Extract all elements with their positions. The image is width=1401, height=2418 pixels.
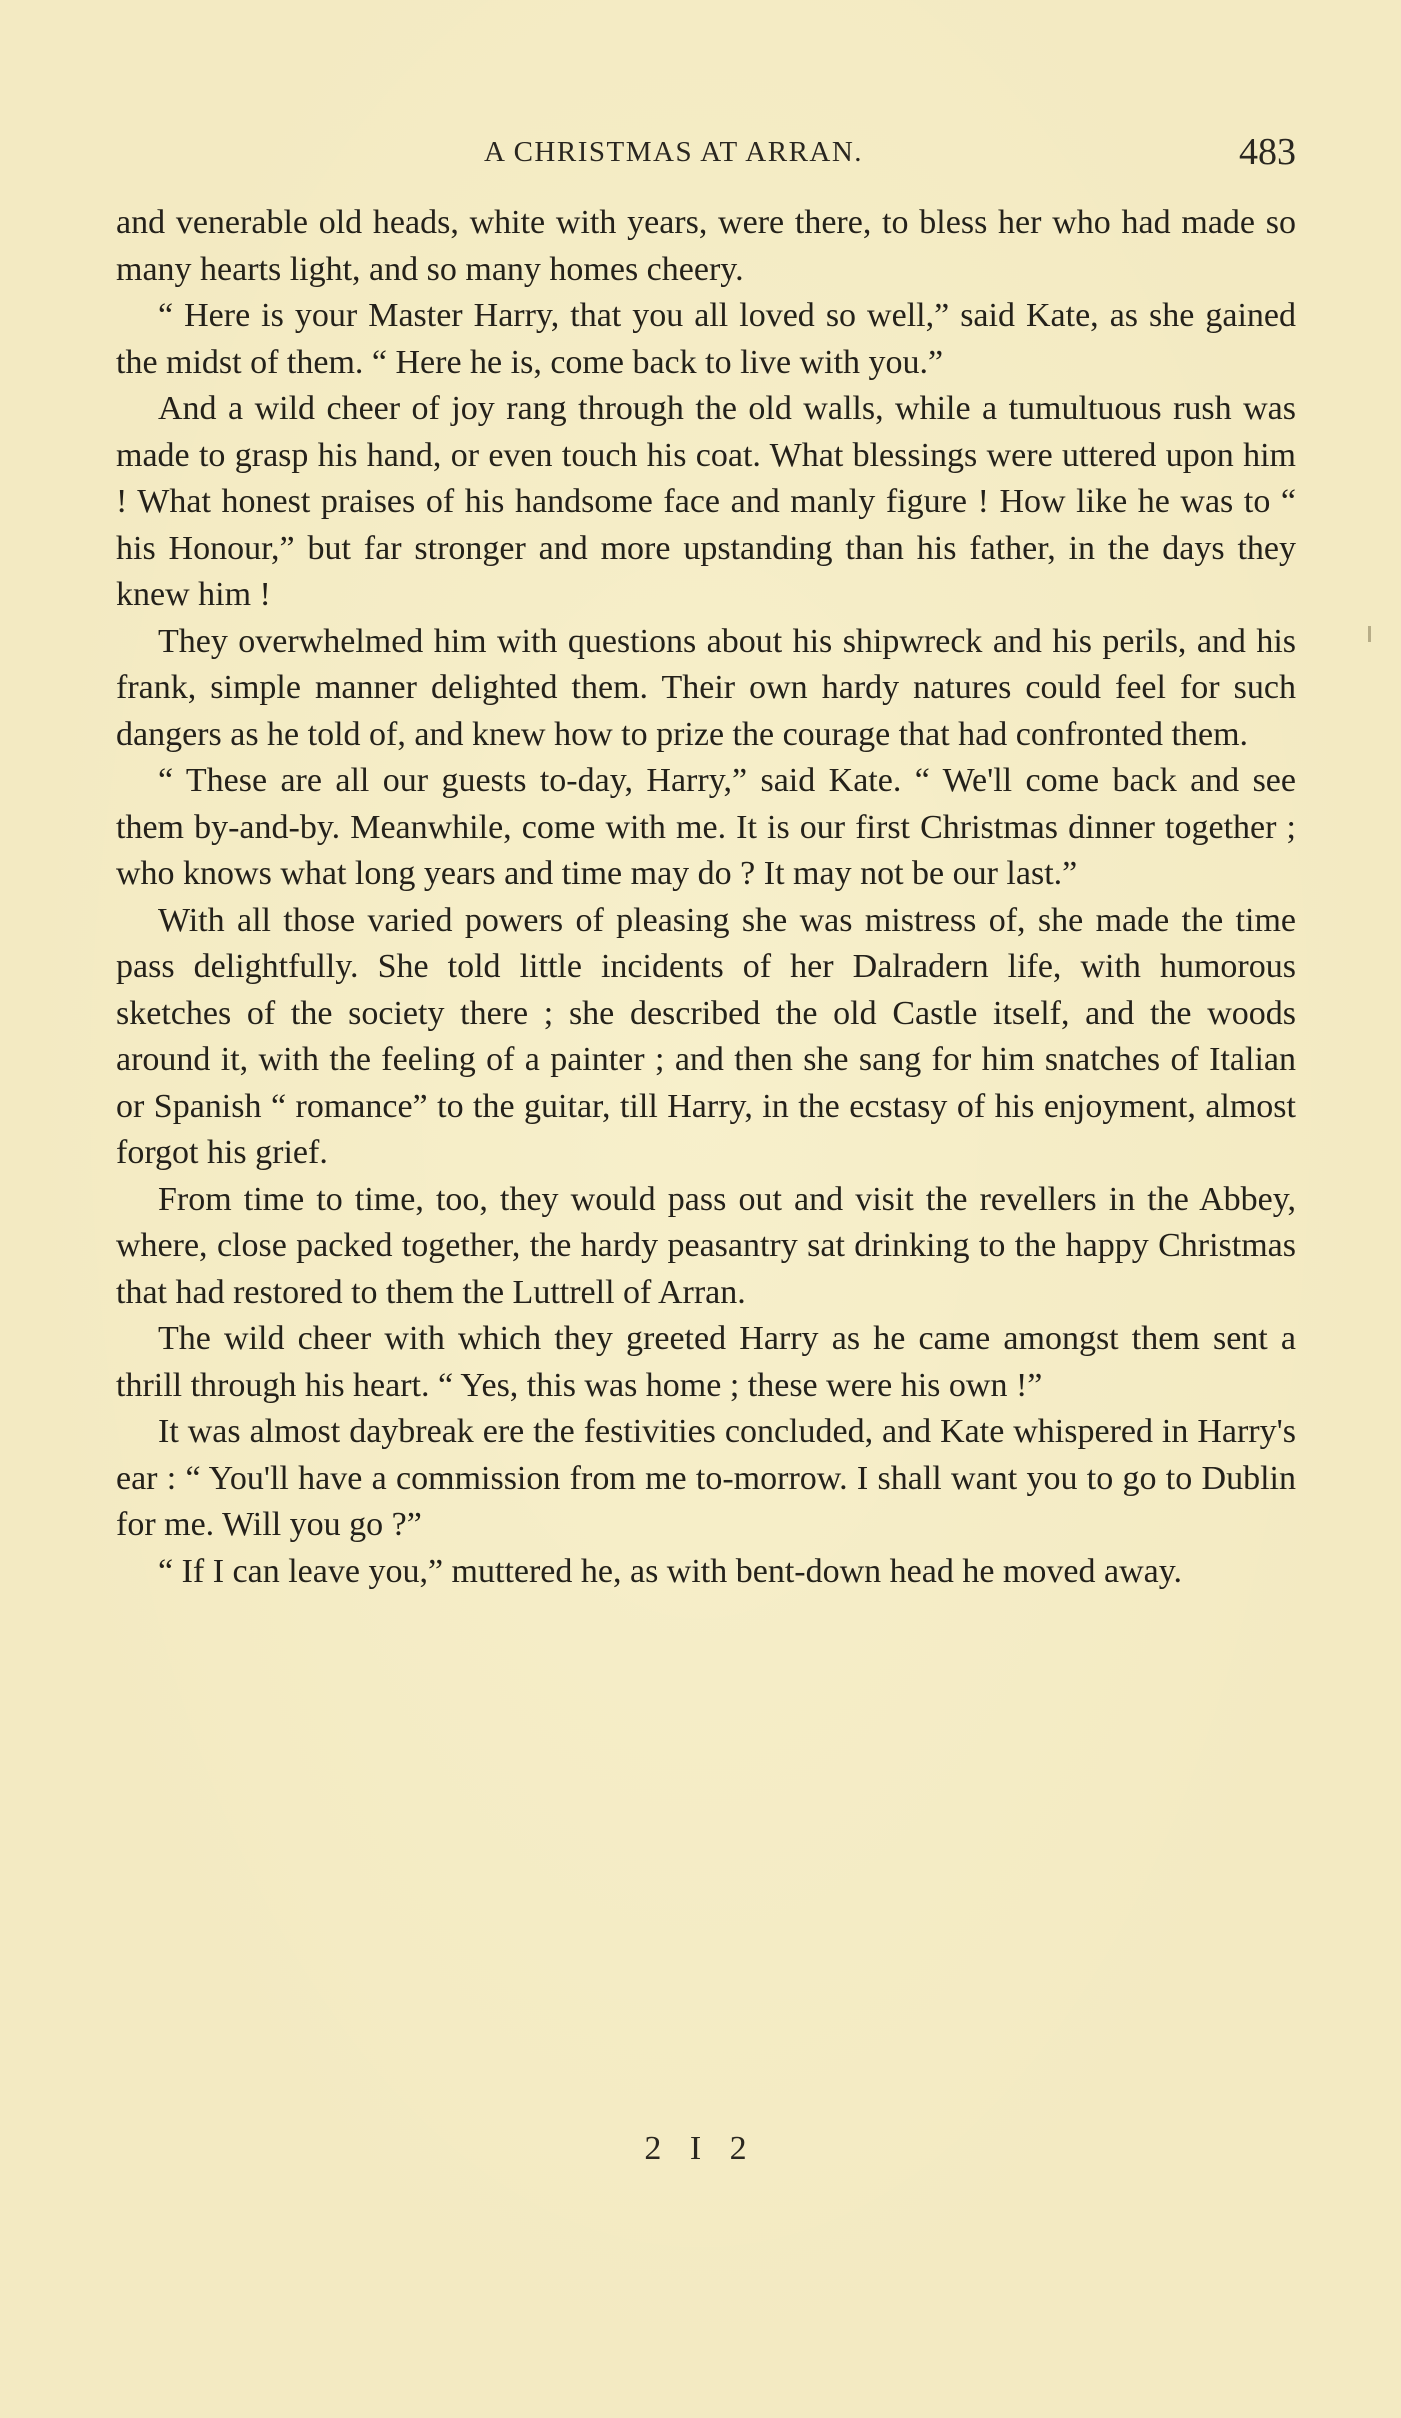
running-title: A CHRISTMAS AT ARRAN. xyxy=(484,136,864,168)
paragraph: “ If I can leave you,” muttered he, as with bent-down head he moved away. xyxy=(158,1552,1183,1590)
paragraph: And a wild cheer of joy rang through the old walls, while a tumultuous rush was made to grasp his hand, or even touch his coat. What blessings were uttered upon him ! What honest praises of his handsome face and manly figure ! How like he was to “ his Honour,” but far stronger and more upstanding than his father, in the days they knew him ! xyxy=(116,390,1296,613)
paragraph: With all those varied powers of pleasing she was mistress of, she made the time pass delightfully. She told little incidents of her Dalradern life, with humorous sketches of the society there ; she described the old Castle itself, and the woods around it, with the feeling of a painter ; and then she sang for him snatches of Italian or Spanish “ romance” to the guitar, till Harry, in the ecstasy of his enjoyment, almost forgot his grief. xyxy=(116,901,1296,1171)
page-number: 483 xyxy=(1239,131,1296,173)
paragraph: They overwhelmed him with questions about his shipwreck and his perils, and his frank, simple manner delighted them. Their own hardy natures could feel for such dangers as he told of, and knew how to prize the courage that had confronted them. xyxy=(116,622,1296,753)
paragraph: From time to time, too, they would pass out and visit the revellers in the Abbey, where, close packed together, the hardy peasantry sat drinking to the happy Christmas that had restored to them the Luttrell of Arran. xyxy=(116,1180,1296,1311)
printer-signature: 2 I 2 xyxy=(644,2130,757,2167)
paragraph: “ Here is your Master Harry, that you all loved so well,” said Kate, as she gained the midst of them. “ Here he is, come back to live with you.” xyxy=(116,297,1296,381)
paragraph: “ These are all our guests to-day, Harry,” said Kate. “ We'll come back and see them by-and-by. Meanwhile, come with me. It is our first Christmas dinner together ; who knows what long years and time may do ? It may not be our last.” xyxy=(116,762,1296,892)
paragraph: It was almost daybreak ere the festivities concluded, and Kate whispered in Harry's ear : “ You'll have a commission from me to-morrow. I shall want you to go to Dublin for me. Will you go ?” xyxy=(116,1413,1296,1543)
running-head xyxy=(116,130,1296,180)
paragraph: and venerable old heads, white with years, were there, to bless her who had made so many hearts light, and so many homes cheery. xyxy=(116,204,1296,288)
margin-mark xyxy=(1368,626,1371,642)
body-text xyxy=(116,200,1296,1595)
paragraph: The wild cheer with which they greeted Harry as he came amongst them sent a thrill through his heart. “ Yes, this was home ; these were his own !” xyxy=(116,1320,1296,1404)
